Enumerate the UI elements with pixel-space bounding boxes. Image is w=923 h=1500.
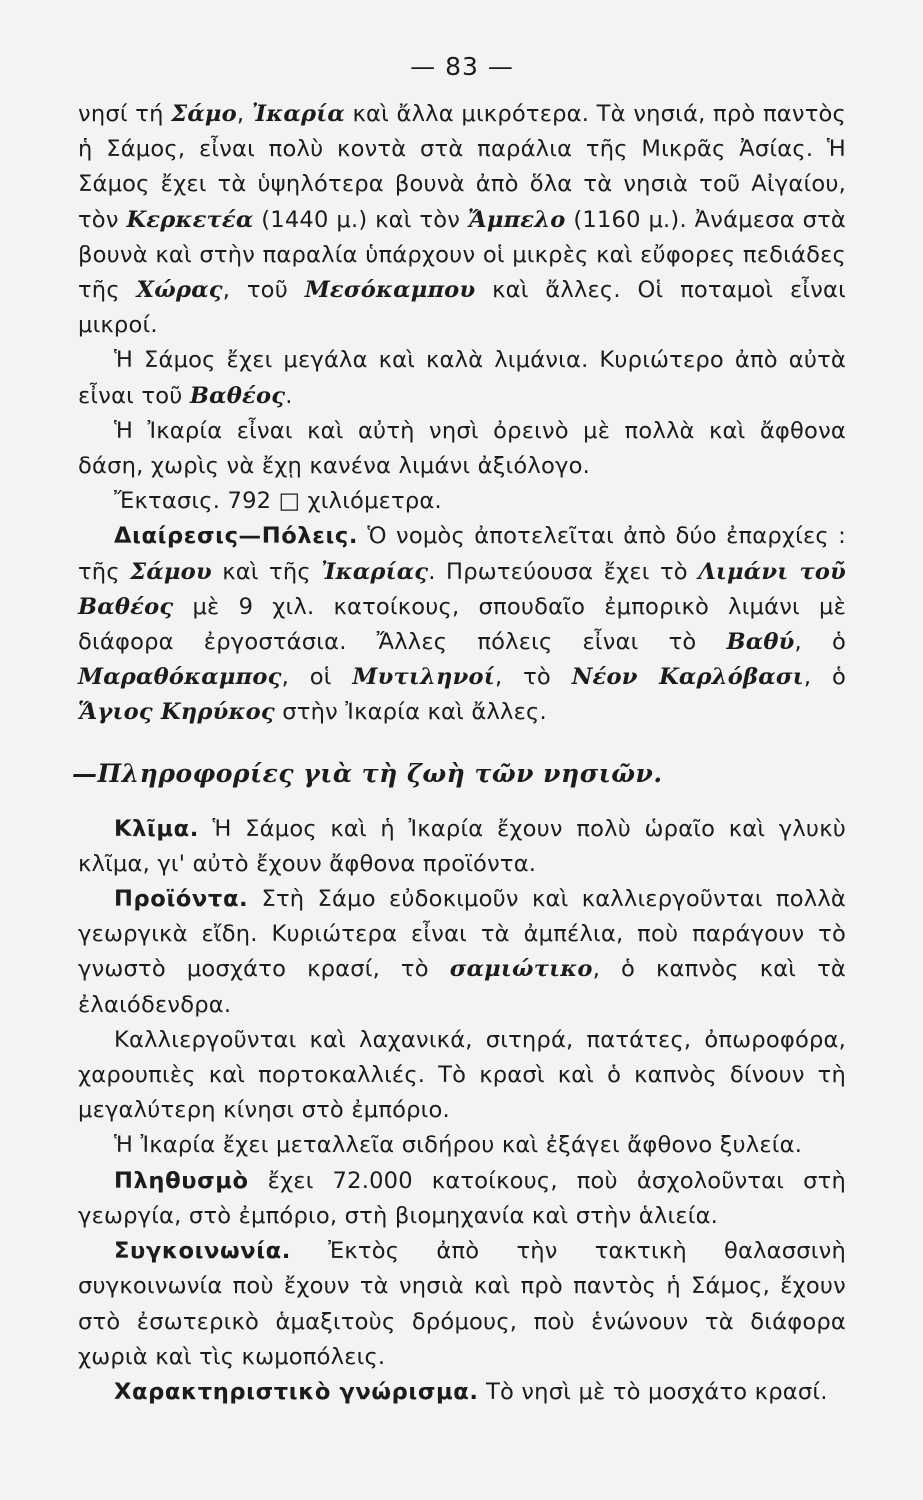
- text: στὴν Ἰκαρία καὶ ἄλλες.: [274, 699, 547, 726]
- place-ikaria: Ἰκαρία: [251, 101, 345, 127]
- text: , ὁ: [794, 629, 846, 656]
- text: καὶ τῆς: [211, 558, 322, 585]
- place-karlovasi: Νέον Καρλόβασι: [571, 664, 804, 691]
- text: Ὁ νομὸς ἀποτελεῖται ἀπὸ δύο ἐπαρχίες : τῆς: [78, 523, 846, 585]
- text: .: [285, 382, 293, 409]
- paragraph-area: Ἔκτασις. 792 □ χιλιόμετρα.: [114, 488, 442, 515]
- wine-samiotiko: σαμιώτικο: [449, 956, 593, 983]
- text: , τοῦ: [222, 277, 305, 304]
- text: ἔχει 72.000 κατοίκους, ποὺ ἀσχολοῦνται στὴ γεωργία, στὸ ἐμπόριο, στὴ βιομηχανία καὶ στὴν ἁλιεία.: [78, 1167, 846, 1229]
- text: , ὁ: [803, 664, 846, 691]
- place-mytilinoi: Μυτιληνοί: [352, 664, 495, 691]
- text: Τὸ νησὶ μὲ τὸ μοσχάτο κρασί.: [478, 1378, 828, 1405]
- section-label-division: Διαίρεσις—Πόλεις.: [114, 523, 359, 550]
- paragraph-characteristic: [78, 1375, 846, 1410]
- place-samo: Σάμο: [171, 101, 237, 127]
- paragraph-samos-geography: [78, 97, 846, 343]
- text: Ἐκτὸς ἀπὸ τὴν τακτικὴ θαλασσινὴ συγκοινωνία ποὺ ἔχουν τὰ νησιὰ καὶ πρὸ παντὸς ἡ Σάμος, ἔχουν στὸ ἐσωτερικὸ ἁμαξιτοὺς δρόμους, ποὺ ἑνώνουν τὰ διάφορα χωριὰ καὶ τὶς κωμοπόλεις.: [78, 1238, 846, 1370]
- paragraph-transport: [78, 1234, 846, 1375]
- paragraph-products: [78, 882, 846, 1023]
- paragraph-mines: Ἡ Ἰκαρία ἔχει μεταλλεῖα σιδήρου καὶ ἐξάγει ἄφθονο ξυλεία.: [114, 1132, 803, 1159]
- text: Ἡ Σάμος ἔχει μεγάλα καὶ καλὰ λιμάνια. Κυριώτερο ἀπὸ αὐτὰ εἶναι τοῦ: [78, 347, 846, 409]
- paragraph-population: [78, 1164, 846, 1234]
- place-marathokampos: Μαραθόκαμπος: [78, 664, 282, 691]
- paragraph-division-cities: [78, 519, 846, 730]
- section-heading: —Πληροφορίες γιὰ τὴ ζωὴ τῶν νησιῶν.: [72, 758, 663, 788]
- place-vathy: Βαθύ: [726, 629, 795, 656]
- place-choras: Χώρας: [136, 277, 223, 304]
- text: (1440 μ.) καὶ τὸν: [253, 206, 468, 233]
- place-ikarias: Ἰκαρίας: [321, 558, 429, 585]
- text: , τὸ: [494, 664, 572, 691]
- place-samou: Σάμου: [130, 558, 212, 585]
- paragraph-harbors: [78, 343, 846, 413]
- section-label-characteristic: Χαρακτηριστικὸ γνώρισμα.: [114, 1378, 479, 1405]
- section-label-climate: Κλῖμα.: [114, 815, 199, 842]
- place-vatheos: Βαθέος: [189, 382, 286, 409]
- paragraph-ikaria: Ἡ Ἰκαρία εἶναι καὶ αὐτὴ νησὶ ὀρεινὸ μὲ πολλὰ καὶ ἄφθονα δάση, χωρὶς νὰ ἔχῃ κανένα λιμάνι ἀξιόλογο.: [78, 417, 846, 480]
- text: νησί τή: [78, 101, 172, 127]
- text: , οἱ: [281, 664, 353, 691]
- place-ampelo: Ἄμπελο: [467, 206, 566, 233]
- paragraph-climate: [78, 812, 846, 882]
- text: καὶ ἄλλες. Οἱ ποταμοὶ εἶναι μικροί.: [78, 277, 846, 339]
- place-agios-kirykos: Ἅγιος Κηρύκος: [78, 699, 275, 726]
- text: (1160 μ.). Ἀνάμεσα στὰ βουνὰ καὶ στὴν παραλία ὑπάρχουν οἱ μικρὲς καὶ εὔφορες πεδιάδες τῆς: [78, 206, 847, 304]
- text: μὲ 9 χιλ. κατοίκους, σπουδαῖο ἐμπορικὸ λιμάνι μὲ διάφορα ἐργοστάσια. Ἄλλες πόλεις εἶναι τὸ: [78, 593, 846, 656]
- text: καὶ ἄλλα μικρότερα. Τὰ νησιά, πρὸ παντὸς ἡ Σάμος, εἶναι πολὺ κοντὰ στὰ παράλια τῆς Μικρᾶς Ἀσίας. Ἡ Σάμος ἔχει τὰ ὑψηλότερα βουνὰ ἀπὸ ὅλα τὰ νησιὰ τοῦ Αἰγαίου, τὸν: [78, 101, 846, 233]
- place-kerketea: Κερκετέα: [126, 206, 254, 233]
- text: ,: [236, 101, 252, 127]
- paragraph-crops: Καλλιεργοῦνται καὶ λαχανικά, σιτηρά, πατάτες, ὀπωροφόρα, χαρουπιὲς καὶ πορτοκαλλιές. Τὸ κρασὶ καὶ ὁ καπνὸς δίνουν τὴ μεγαλύτερη κίνησι στὸ ἐμπόριο.: [78, 1026, 846, 1124]
- text: , ὁ καπνὸς καὶ τὰ ἐλαιόδενδρα.: [78, 956, 846, 1018]
- text: . Πρωτεύουσα ἔχει τὸ: [428, 558, 699, 585]
- book-page: [72, 52, 847, 1410]
- text: Ἡ Σάμος καὶ ἡ Ἰκαρία ἔχουν πολὺ ὡραῖο καὶ γλυκὺ κλῖμα, γι' αὐτὸ ἔχουν ἄφθονα προϊόντα.: [78, 815, 846, 877]
- section-label-population: Πληθυσμὸ: [114, 1167, 249, 1194]
- section-label-products: Προϊόντα.: [114, 886, 249, 913]
- page-number: — 83 —: [410, 52, 514, 81]
- section-label-transport: Συγκοινωνία.: [114, 1238, 291, 1265]
- place-limani: Λιμάνι τοῦ Βαθέος: [78, 558, 846, 620]
- text: Στὴ Σάμο εὐδοκιμοῦν καὶ καλλιεργοῦνται πολλὰ γεωργικὰ εἴδη. Κυριώτερα εἶναι τὰ ἀμπέλια, ποὺ παράγουν τὸ γνωστὸ μοσχάτο κρασί, τὸ: [78, 886, 846, 983]
- place-mesokampou: Μεσόκαμπου: [304, 277, 476, 304]
